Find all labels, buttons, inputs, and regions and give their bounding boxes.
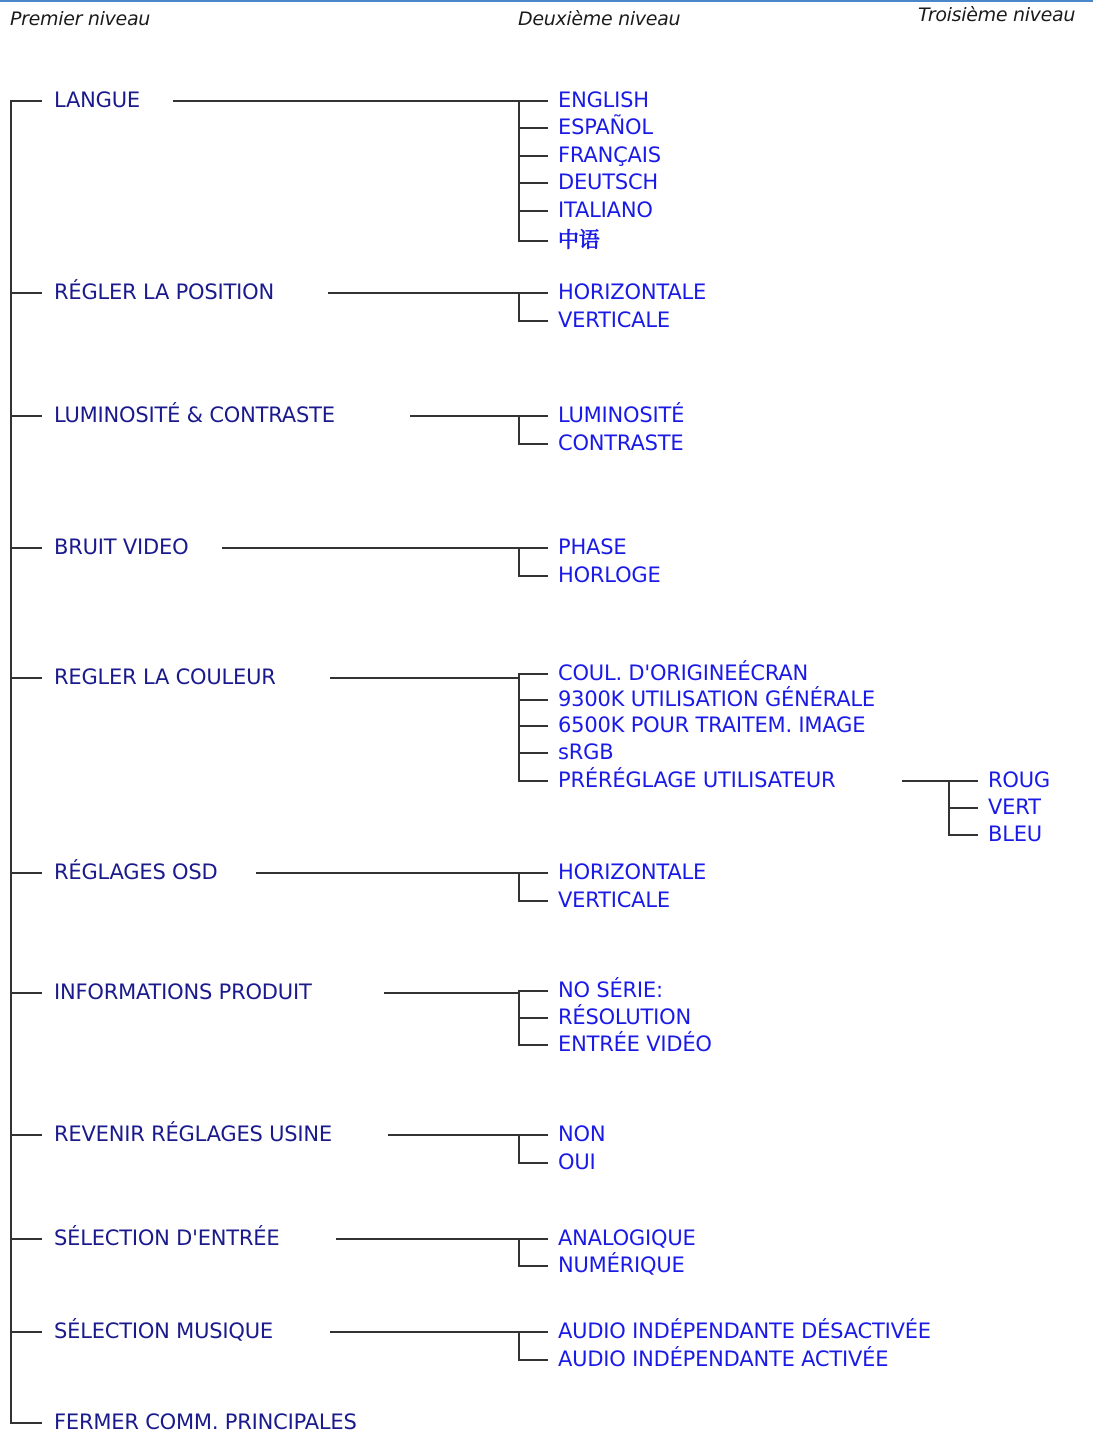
connector-line	[902, 780, 948, 782]
submenu-item[interactable]: LUMINOSITÉ	[558, 403, 685, 427]
menu-item-langue[interactable]: LANGUE	[54, 88, 140, 112]
menu-item-regler-la-couleur[interactable]: REGLER LA COULEUR	[54, 665, 276, 689]
level2-branch-line	[518, 1134, 548, 1136]
menu-item-regler-la-position[interactable]: RÉGLER LA POSITION	[54, 280, 274, 304]
level2-branch-line	[518, 320, 548, 322]
submenu-item[interactable]: FRANÇAIS	[558, 143, 661, 167]
submenu-item[interactable]: HORLOGE	[558, 563, 661, 587]
submenu-item[interactable]: 中语	[558, 228, 600, 252]
level2-branch-line	[518, 415, 548, 417]
connector-line	[336, 1238, 518, 1240]
level1-branch-line	[10, 1134, 42, 1136]
level2-branch-line	[518, 673, 548, 675]
level1-branch-line	[10, 872, 42, 874]
menu-item-reglages-osd[interactable]: RÉGLAGES OSD	[54, 860, 218, 884]
level2-branch-line	[518, 182, 548, 184]
menu-item-fermer-comm-principales[interactable]: FERMER COMM. PRINCIPALES	[54, 1410, 357, 1434]
connector-line	[330, 677, 518, 679]
connector-line	[328, 292, 518, 294]
level2-vertical-line	[518, 1134, 520, 1163]
submenu-item[interactable]: 6500K POUR TRAITEM. IMAGE	[558, 713, 866, 737]
submenu-item[interactable]: OUI	[558, 1150, 596, 1174]
submenu-item[interactable]: ANALOGIQUE	[558, 1226, 696, 1250]
level1-branch-line	[10, 992, 42, 994]
header-first-level: Premier niveau	[10, 8, 151, 30]
level2-vertical-line	[518, 673, 520, 781]
level1-branch-line	[10, 415, 42, 417]
submenu-item[interactable]: ITALIANO	[558, 198, 653, 222]
header-third-level: Troisième niveau	[918, 4, 1076, 26]
third-level-item[interactable]: ROUG	[988, 768, 1050, 792]
level2-branch-line	[518, 1265, 548, 1267]
submenu-item[interactable]: RÉSOLUTION	[558, 1005, 692, 1029]
level1-branch-line	[10, 547, 42, 549]
level2-branch-line	[518, 1238, 548, 1240]
menu-item-luminosite-contraste[interactable]: LUMINOSITÉ & CONTRASTE	[54, 403, 335, 427]
level1-branch-line	[10, 1238, 42, 1240]
level2-branch-line	[518, 1331, 548, 1333]
connector-line	[330, 1331, 518, 1333]
level2-branch-line	[518, 780, 548, 782]
level2-vertical-line	[518, 1331, 520, 1360]
menu-item-informations-produit[interactable]: INFORMATIONS PRODUIT	[54, 980, 312, 1004]
submenu-item[interactable]: NON	[558, 1122, 606, 1146]
submenu-item[interactable]: ENGLISH	[558, 88, 649, 112]
submenu-item[interactable]: ESPAÑOL	[558, 115, 653, 139]
level3-branch-line	[948, 807, 978, 809]
level2-vertical-line	[518, 547, 520, 576]
level2-branch-line	[518, 547, 548, 549]
level2-branch-line	[518, 443, 548, 445]
level3-branch-line	[948, 834, 978, 836]
submenu-item[interactable]: DEUTSCH	[558, 170, 659, 194]
connector-line	[256, 872, 518, 874]
level2-branch-line	[518, 699, 548, 701]
level1-branch-line	[10, 677, 42, 679]
level1-branch-line	[10, 1422, 42, 1424]
level2-branch-line	[518, 127, 548, 129]
level2-branch-line	[518, 725, 548, 727]
submenu-item[interactable]: CONTRASTE	[558, 431, 684, 455]
level2-vertical-line	[518, 292, 520, 321]
connector-line	[410, 415, 518, 417]
level1-branch-line	[10, 100, 42, 102]
level2-branch-line	[518, 1162, 548, 1164]
menu-item-bruit-video[interactable]: BRUIT VIDEO	[54, 535, 189, 559]
connector-line	[222, 547, 518, 549]
level2-branch-line	[518, 292, 548, 294]
connector-line	[384, 992, 518, 994]
level2-branch-line	[518, 100, 548, 102]
submenu-item[interactable]: 9300K UTILISATION GÉNÉRALE	[558, 687, 875, 711]
submenu-item[interactable]: PHASE	[558, 535, 627, 559]
submenu-item[interactable]: VERTICALE	[558, 888, 670, 912]
level2-branch-line	[518, 990, 548, 992]
submenu-item[interactable]: PRÉRÉGLAGE UTILISATEUR	[558, 768, 836, 792]
level2-branch-line	[518, 1017, 548, 1019]
submenu-item[interactable]: AUDIO INDÉPENDANTE ACTIVÉE	[558, 1347, 889, 1371]
top-rule	[0, 0, 1093, 2]
menu-item-revenir-reglages-usine[interactable]: REVENIR RÉGLAGES USINE	[54, 1122, 332, 1146]
level2-branch-line	[518, 1359, 548, 1361]
submenu-item[interactable]: COUL. D'ORIGINEÉCRAN	[558, 661, 809, 685]
level2-branch-line	[518, 872, 548, 874]
submenu-item[interactable]: NUMÉRIQUE	[558, 1253, 685, 1277]
level2-vertical-line	[518, 1238, 520, 1266]
level2-vertical-line	[518, 415, 520, 444]
submenu-item[interactable]: NO SÉRIE:	[558, 978, 663, 1002]
connector-line	[173, 100, 518, 102]
level1-branch-line	[10, 1331, 42, 1333]
submenu-item[interactable]: AUDIO INDÉPENDANTE DÉSACTIVÉE	[558, 1319, 931, 1343]
level2-branch-line	[518, 1044, 548, 1046]
level2-branch-line	[518, 752, 548, 754]
level1-branch-line	[10, 292, 42, 294]
submenu-item[interactable]: ENTRÉE VIDÉO	[558, 1032, 712, 1056]
level2-branch-line	[518, 575, 548, 577]
third-level-item[interactable]: BLEU	[988, 822, 1042, 846]
submenu-item[interactable]: HORIZONTALE	[558, 860, 707, 884]
main-trunk-line	[10, 100, 12, 1423]
level2-branch-line	[518, 155, 548, 157]
menu-item-selection-musique[interactable]: SÉLECTION MUSIQUE	[54, 1319, 273, 1343]
level2-branch-line	[518, 900, 548, 902]
connector-line	[388, 1134, 518, 1136]
submenu-item[interactable]: HORIZONTALE	[558, 280, 707, 304]
level2-branch-line	[518, 240, 548, 242]
submenu-item[interactable]: VERTICALE	[558, 308, 670, 332]
submenu-item[interactable]: sRGB	[558, 740, 614, 764]
header-second-level: Deuxième niveau	[518, 8, 681, 30]
menu-item-selection-d-entree[interactable]: SÉLECTION D'ENTRÉE	[54, 1226, 280, 1250]
level2-vertical-line	[518, 100, 520, 241]
level2-vertical-line	[518, 872, 520, 901]
third-level-item[interactable]: VERT	[988, 795, 1041, 819]
level3-branch-line	[948, 780, 978, 782]
level2-branch-line	[518, 210, 548, 212]
